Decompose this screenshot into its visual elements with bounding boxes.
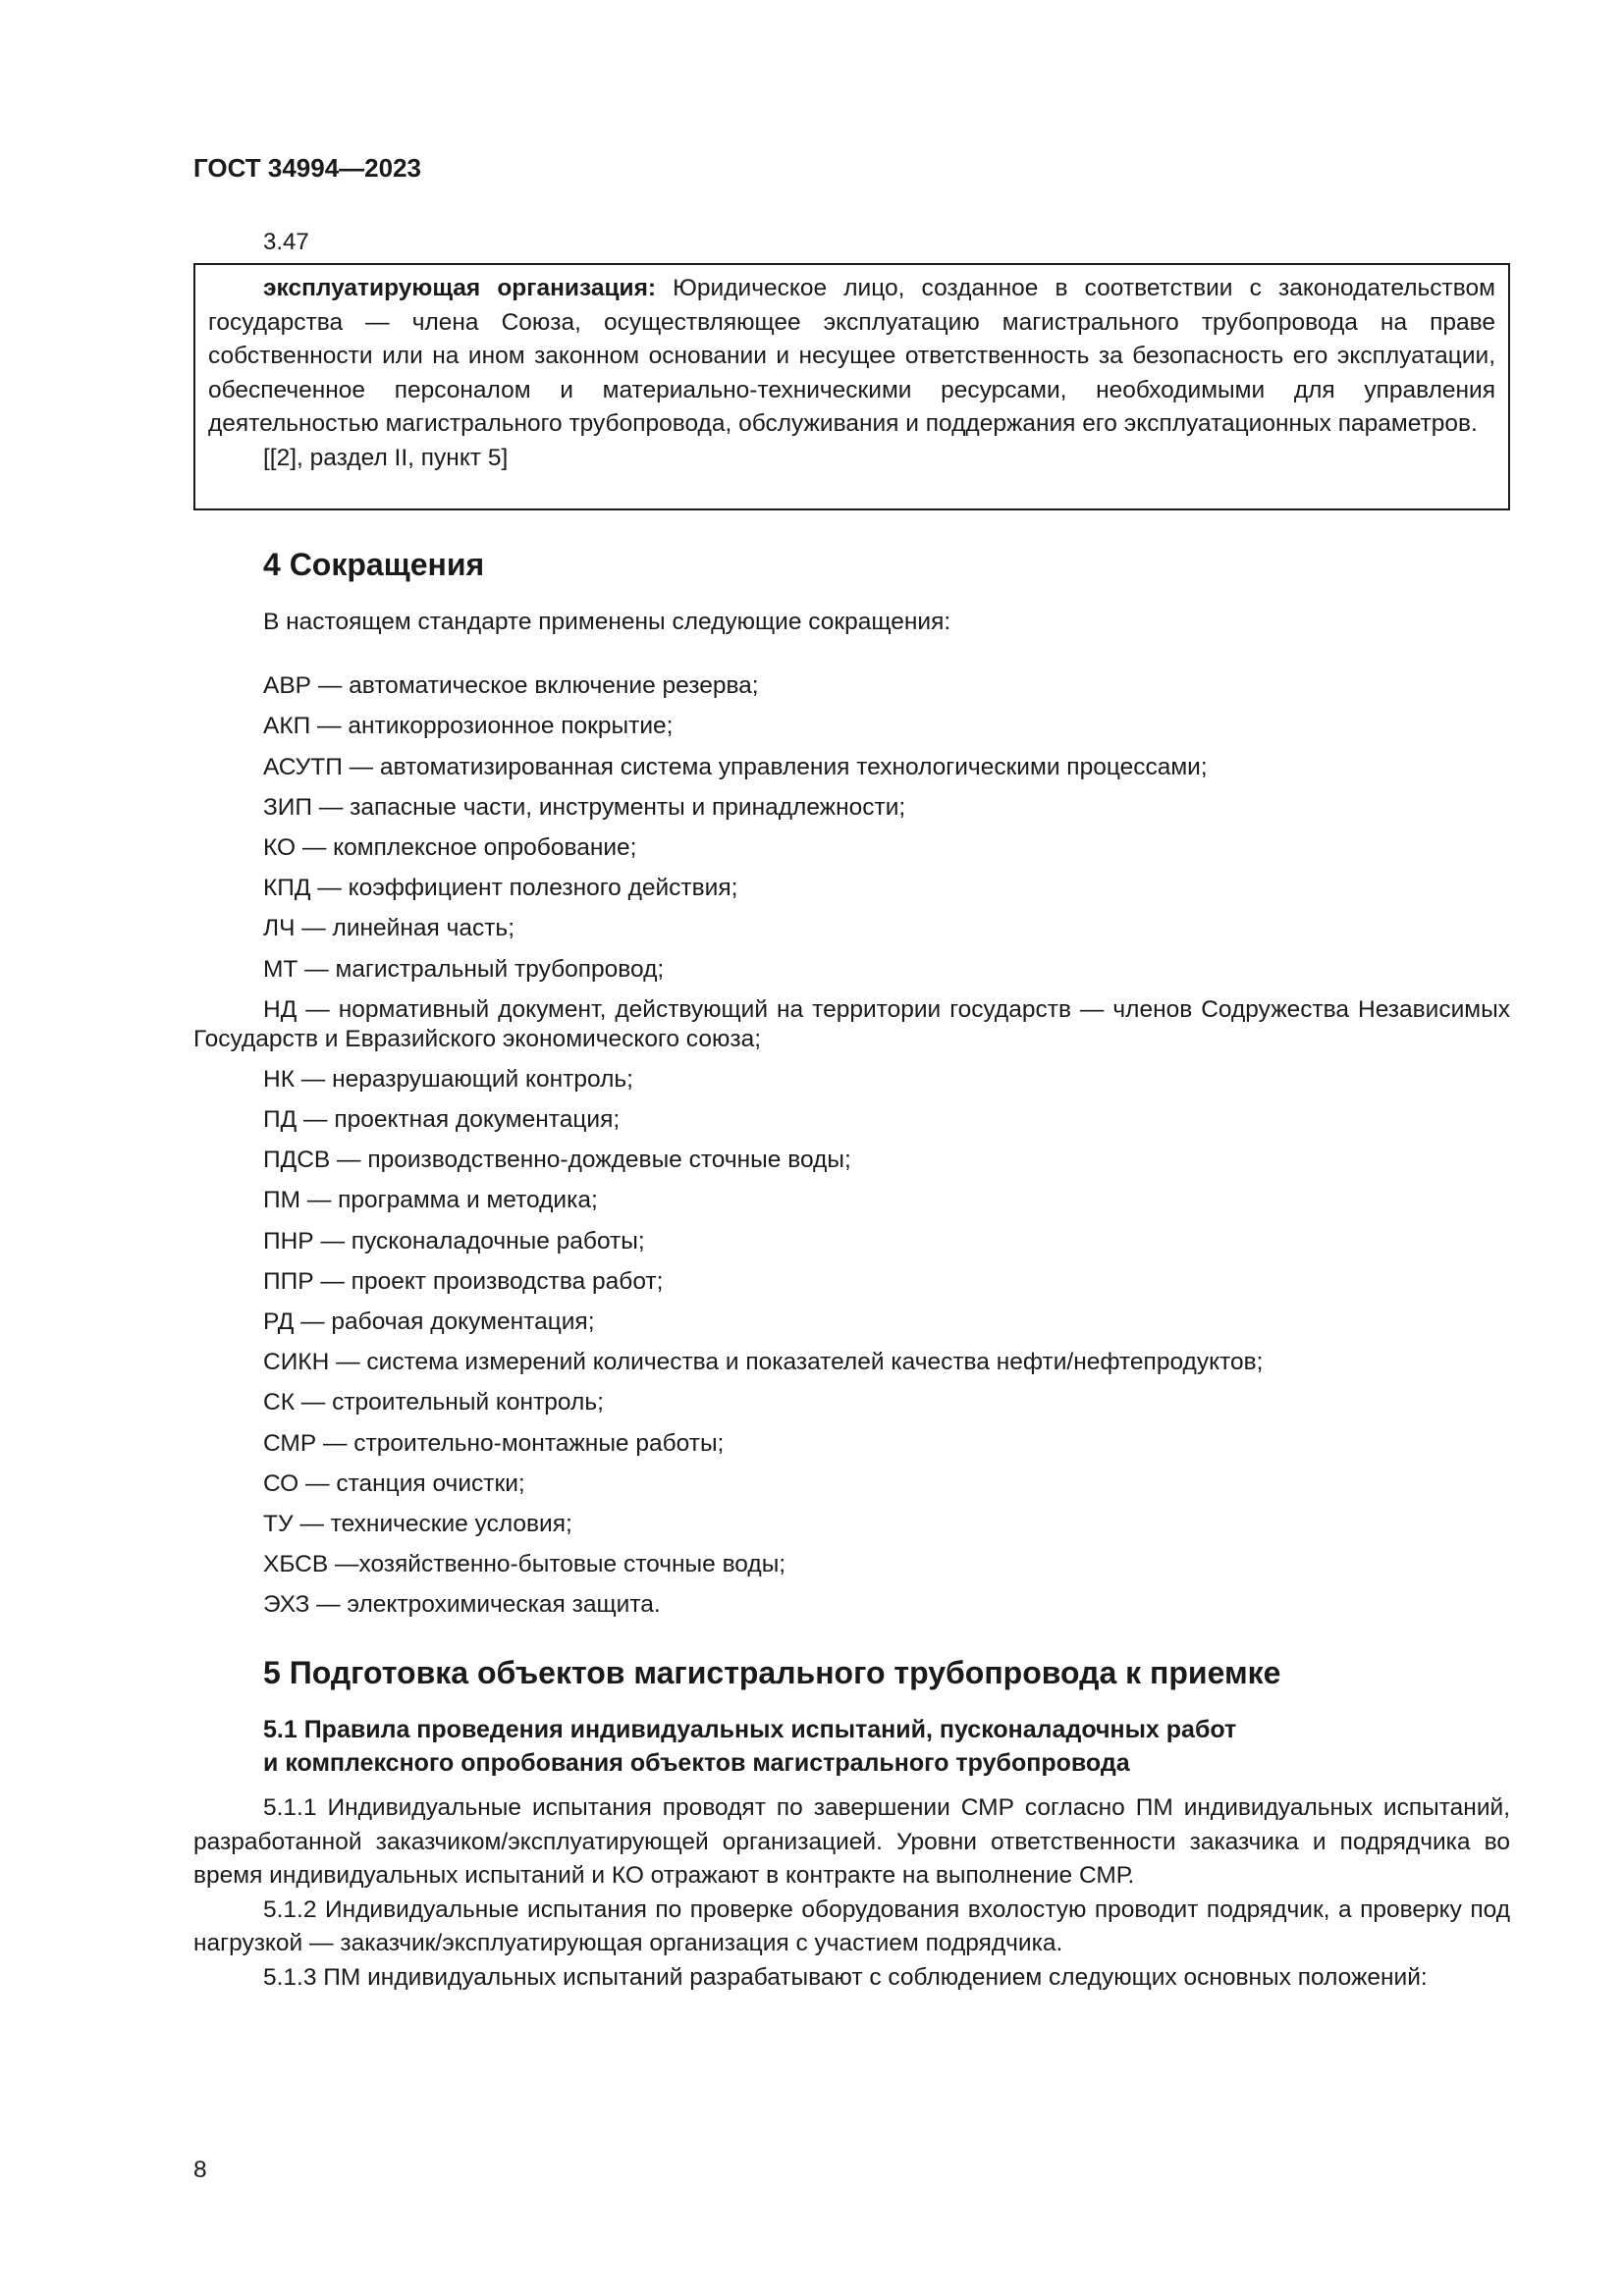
abbreviation-item: ПДСВ — производственно-дождевые сточные воды; — [263, 1147, 851, 1174]
subsection-5-1-title-line2: и комплексного опробования объектов магистрального трубопровода — [263, 1749, 1130, 1777]
abbreviation-item: ЭХЗ — электрохимическая защита. — [263, 1591, 661, 1619]
abbreviation-item: ПД — проектная документация; — [263, 1106, 621, 1134]
abbreviation-item: РД — рабочая документация; — [263, 1308, 595, 1335]
document-header: ГОСТ 34994—2023 — [193, 153, 421, 183]
abbreviation-item: СО — станция очистки; — [263, 1469, 525, 1497]
abbreviation-item: ПНР — пусконаладочные работы; — [263, 1227, 645, 1255]
abbreviation-list — [193, 631, 1510, 1631]
section-5-body — [193, 1791, 1510, 1995]
term-source: [[2], раздел II, пункт 5] — [263, 444, 509, 471]
abbreviation-item: КПД — коэффициент полезного действия; — [263, 875, 738, 902]
abbreviation-item: МТ — магистральный трубопровод; — [263, 955, 665, 983]
term-definition-box — [193, 263, 1510, 510]
abbreviation-item: ХБСВ —хозяйственно-бытовые сточные воды; — [263, 1551, 786, 1578]
abbreviation-item: ППР — проект производства работ; — [263, 1267, 664, 1295]
abbreviation-item: ЛЧ — линейная часть; — [263, 915, 515, 942]
subsection-5-1-title — [263, 1713, 1236, 1780]
term-name: эксплуатирующая организация: — [263, 275, 657, 301]
abbreviation-item: СМР — строительно-монтажные работы; — [263, 1429, 725, 1457]
abbreviation-item: АСУТП — автоматизированная система управления технологическими процессами; — [263, 753, 1208, 780]
subsection-5-1-title-line1: 5.1 Правила проведения индивидуальных испытаний, пусконаладочных работ — [263, 1716, 1237, 1743]
abbreviation-item: СИКН — система измерений количества и показателей качества нефти/нефтепродуктов; — [263, 1349, 1264, 1376]
page-number: 8 — [193, 2157, 207, 2183]
abbreviation-item: СК — строительный контроль; — [263, 1389, 604, 1416]
abbreviation-item: НК — неразрушающий контроль; — [263, 1065, 633, 1093]
abbreviation-item: НД — нормативный документ, действующий на территории государств — членов Содружества Независимых Государств и Евразийского экономического союза; — [193, 995, 1510, 1052]
paragraph-5-1-1: 5.1.1 Индивидуальные испытания проводят по завершении СМР согласно ПМ индивидуальных испытаний, разработанной заказчиком/эксплуатирующей организацией. Уровни ответственности заказчика и подрядчика во время индивидуальных испытаний и КО отражают в контракте на выполнение СМР. — [193, 1794, 1510, 1889]
section-4-title: 4 Сокращения — [263, 547, 485, 582]
abbreviation-item: АВР — автоматическое включение резерва; — [263, 672, 759, 700]
paragraph-5-1-3: 5.1.3 ПМ индивидуальных испытаний разрабатывают с соблюдением следующих основных положений: — [263, 1963, 1428, 1991]
paragraph-5-1-2: 5.1.2 Индивидуальные испытания по проверке оборудования вхолостую проводит подрядчик, а проверку под нагрузкой — заказчик/эксплуатирующая организация с участием подрядчика. — [193, 1896, 1510, 1956]
term-number: 3.47 — [263, 229, 309, 255]
abbreviation-item: КО — комплексное опробование; — [263, 833, 637, 861]
abbreviation-item: АКП — антикоррозионное покрытие; — [263, 713, 674, 740]
abbreviation-item: ПМ — программа и методика; — [263, 1187, 598, 1214]
section-5-title: 5 Подготовка объектов магистрального трубопровода к приемке — [263, 1655, 1281, 1690]
abbreviation-item: ЗИП — запасные части, инструменты и принадлежности; — [263, 793, 906, 821]
term-definition-text: Юридическое лицо, созданное в соответствии с законодательством государства — члена Союза, осуществляющее эксплуатацию магистрального трубопровода на праве собственности или на ином законном основании и несущее ответственность за безопасность его эксплуатации, обеспеченное персоналом и материально-техническими ресурсами, необходимыми для управления деятельностью магистрального трубопровода, обслуживания и поддержания его эксплуатационных параметров. — [208, 275, 1495, 437]
section-4-intro: В настоящем стандарте применены следующие сокращения: — [263, 609, 951, 635]
abbreviation-item: ТУ — технические условия; — [263, 1510, 572, 1537]
term-definition — [208, 272, 1495, 442]
